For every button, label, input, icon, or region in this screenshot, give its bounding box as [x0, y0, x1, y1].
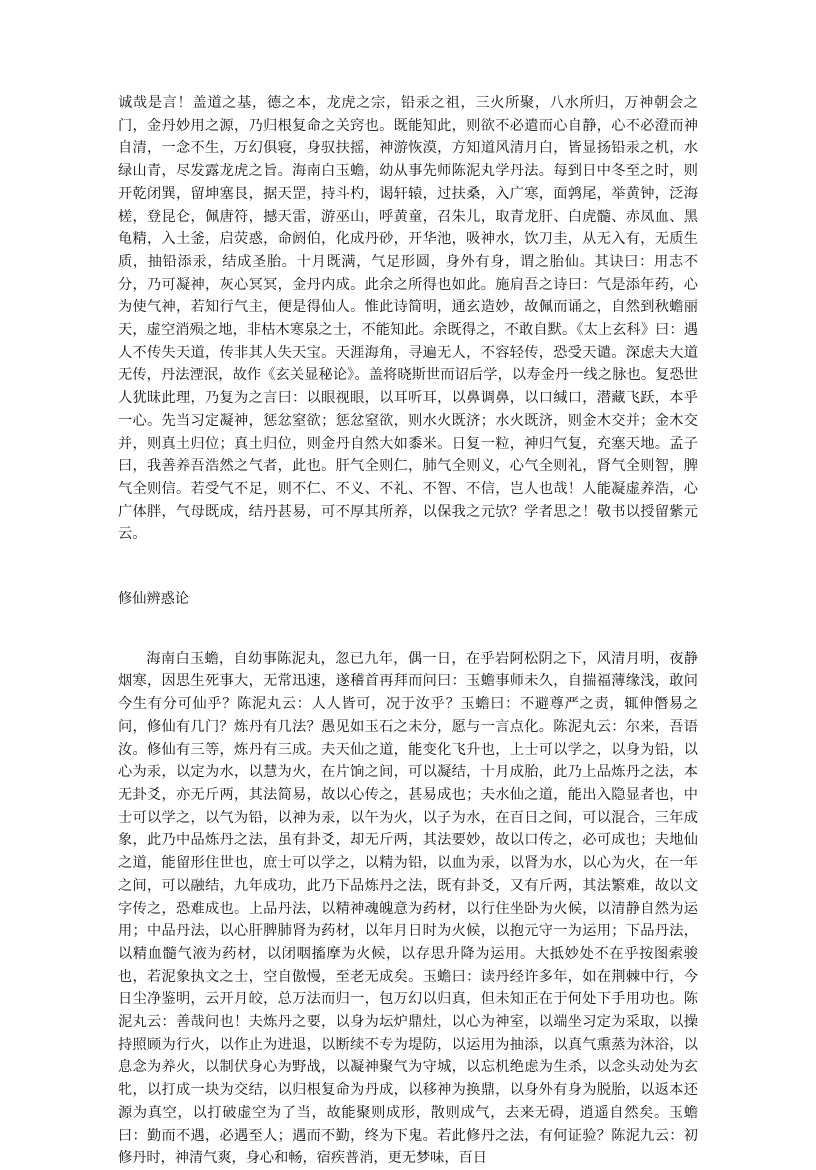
body-paragraph-2: 海南白玉蟾，自幼事陈泥丸，忽已九年，偶一日，在乎岩阿松阴之下，风清月明，夜静烟寒，因思生死事大，无常迅速，遂稽首再拜而问曰：玉蟾事师未久，自揣福薄缘浅，敢问今生有分可仙乎？陈泥丸云：人人皆可，况于汝乎？玉蟾曰：不避尊严之责，辄伸僭易之问，修仙有几门？炼丹有几法？愚见如玉石之未分，愿与一言点化。陈泥丸云：尔来，吾语汝。修仙有三等，炼丹有三成。夫天仙之道，能变化飞升也，上士可以学之，以身为铅，以心为汞，以定为水，以慧为火，在片饷之间，可以凝结，十月成胎，此乃上品炼丹之法，本无卦爻，亦无斤两，其法简易，故以心传之，甚易成也；夫水仙之道，能出入隐显者也，中士可以学之，以气为铅，以神为汞，以午为火，以子为水，在百日之间，可以混合，三年成象，此乃中品炼丹之法，虽有卦爻，却无斤两，其法要妙，故以口传之，必可成也；夫地仙之道，能留形住世也，庶士可以学之，以精为铅，以血为汞，以肾为水，以心为火，在一年之间，可以融结，九年成功，此乃下品炼丹之法，既有卦爻，又有斤两，其法繁难，故以文字传之，恐难成也。上品丹法，以精神魂魄意为药材，以行住坐卧为火候，以清静自然为运用；中品丹法，以心肝脾肺肾为药材，以年月日时为火候，以抱元守一为运用；下品丹法，以精血髓气液为药材，以闭咽搐摩为火候，以存思升降为运用。大抵妙处不在乎按图索骏也，若泥象执文之士，空自傲慢，至老无成矣。玉蟾曰：读丹经许多年，如在荆棘中行，今日尘净鉴明，云开月皎，总万法而归一，包万幻以归真，但未知正在于何处下手用功也。陈泥丸云：善哉问也！夫炼丹之要，以身为坛炉鼎灶，以心为神室，以端坐习定为采取，以操持照顾为行火，以作止为进退，以断续不专为堤防，以运用为抽添，以真气熏蒸为沐浴，以息念为养火，以制伏身心为野战，以凝神聚气为守城，以忘机绝虑为生杀，以念头动处为玄牝，以打成一块为交结，以归根复命为丹成，以移神为换鼎，以身外有身为脱胎，以返本还源为真空，以打破虚空为了当，故能聚则成形，散则成气，去来无碍，逍遥自然矣。玉蟾曰：勤而不遇，必遇至人；遇而不勤，终为下鬼。若此修丹之法，有何证验？陈泥九云：初修丹时，神清气爽，身心和畅，宿疾普消，更无梦味，百日 — [118, 650, 698, 1167]
document-page — [118, 92, 698, 1170]
body-paragraph-1: 诚哉是言！盖道之基，德之本，龙虎之宗，铅汞之祖，三火所聚，八水所归，万神朝会之门，金丹妙用之源，乃归根复命之关窍也。既能知此，则欲不必遣而心自静，心不必澄而神自清，一念不生，万幻俱寝，身驭扶摇，神游恢漠，方知道风清月白，皆显扬铅汞之机，水绿山青，尽发露龙虎之旨。海南白玉蟾，幼从事先师陈泥丸学丹法。每到日中冬至之时，则开乾闭巽，留坤塞艮，据天罡，持斗杓，谒轩辕，过扶桑，入广寒，面鹑尾，举黄钟，泛海槎，登昆仑，佩唐符，撼天雷，游巫山，呼黄童，召朱儿，取青龙肝、白虎髓、赤凤血、黑龟精，入土釜，启荧惑，命阏伯，化成丹砂，开华池，吸神水，饮刀圭，从无入有，无质生质，抽铅添汞，结成圣胎。十月既满，气足形圆，身外有身，谓之胎仙。其诀曰：用志不分，乃可凝神，灰心冥冥，金丹内成。此余之所得也如此。施肩吾之诗曰：气是添年药，心为使气神，若知行气主，便是得仙人。惟此诗简明，通玄造妙，故佩而诵之，自然到秋蟾丽天，虚空消殒之地，非枯木寒泉之士，不能知此。余既得之，不敢自默。《太上玄科》曰：遇人不传失天道，传非其人失天宝。天涯海角，寻遍无人，不容轻传，恐受天谴。深虑夫大道无传，丹法湮泯，故作《玄关显秘论》。盖将晓斯世而诏后学，以寿金丹一线之脉也。复恐世人犹昧此理，乃复为之言曰：以眼视眼，以耳听耳，以鼻调鼻，以口缄口，潜藏飞跃，本乎一心。先当习定凝神，惩忿窒欲；惩忿窒欲，则水火既济；水火既济，则金木交并；金木交并，则真土归位；真土归位，则金丹自然大如黍米。日复一粒，神归气复，充塞天地。孟子曰，我善养吾浩然之气者，此也。肝气全则仁，肺气全则义，心气全则礼，肾气全则智，脾气全则信。若受气不足，则不仁、不义、不礼、不智、不信，岂人也哉！人能凝虚养浩，心广体胖，气母既成，结丹甚易，可不厚其所养，以保我之元欤？学者思之！敬书以授留紫元云。 — [118, 95, 698, 543]
section-title: 修仙辨惑论 — [118, 591, 189, 608]
